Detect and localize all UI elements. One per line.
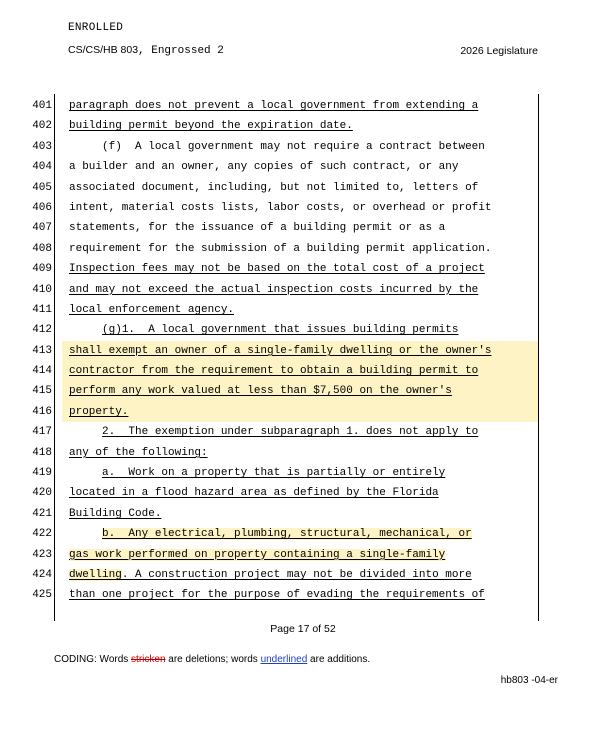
line-text — [69, 300, 234, 320]
line-text — [69, 361, 478, 381]
coding-prefix: CODING: Words — [54, 654, 132, 665]
bill-line — [0, 218, 606, 238]
line-number: 416 — [32, 405, 52, 418]
coding-underlined: underlined — [260, 654, 308, 665]
line-number: 419 — [32, 467, 52, 480]
line-segment: any of the following: — [69, 446, 208, 459]
bill-line — [0, 178, 606, 198]
bill-line — [0, 96, 606, 116]
enrolled-label: ENROLLED — [68, 22, 124, 34]
line-segment: (g)1. A local government that issues building permits — [102, 324, 459, 337]
line-text — [69, 259, 485, 279]
line-number: 408 — [32, 242, 52, 255]
bill-number: CS/CS/HB 803 — [68, 44, 139, 56]
line-text — [69, 402, 128, 422]
line-segment — [69, 528, 102, 540]
line-segment: gas work performed on property containing a single-family — [69, 548, 446, 561]
bill-line — [0, 585, 606, 605]
line-number: 414 — [32, 365, 52, 378]
line-segment: building permit beyond the expiration date. — [69, 120, 353, 133]
bill-line — [0, 504, 606, 524]
line-text — [69, 524, 472, 544]
coding-suffix: are additions. — [307, 654, 371, 665]
line-number: 418 — [32, 446, 52, 459]
document-id: hb803 -04-er — [500, 675, 558, 686]
line-number: 409 — [32, 263, 52, 276]
line-text — [69, 116, 353, 136]
bill-line — [0, 116, 606, 136]
bill-line — [0, 443, 606, 463]
line-segment: and may not exceed the actual inspection costs incurred by the — [69, 283, 479, 296]
line-text — [69, 483, 439, 503]
bill-line — [0, 341, 606, 361]
line-segment: local enforcement agency. — [69, 303, 235, 316]
line-text — [69, 198, 491, 218]
line-text — [69, 157, 458, 177]
line-number: 405 — [32, 181, 52, 194]
line-number: 406 — [32, 201, 52, 214]
line-segment: a builder and an owner, any copies of such contract, or any — [69, 161, 459, 174]
line-segment: Building Code. — [69, 507, 162, 520]
bill-line — [0, 300, 606, 320]
line-text — [69, 545, 445, 565]
line-segment: (f) A local government may not require a contract between — [69, 140, 485, 153]
coding-legend — [54, 654, 370, 665]
line-highlight — [62, 402, 538, 422]
bill-line — [0, 463, 606, 483]
bill-text-body — [0, 96, 606, 606]
line-segment: Inspection fees may not be based on the total cost of a project — [69, 263, 485, 276]
bill-line — [0, 198, 606, 218]
line-segment: property. — [69, 405, 129, 418]
line-text — [69, 463, 445, 483]
line-text — [69, 341, 491, 361]
line-text — [69, 239, 491, 259]
bill-line — [0, 239, 606, 259]
line-segment: intent, material costs lists, labor costs, or overhead or profit — [69, 201, 492, 214]
line-number: 401 — [32, 100, 52, 112]
page-number: Page 17 of 52 — [270, 623, 336, 635]
line-segment: statements, for the issuance of a building permit or as a — [69, 222, 446, 235]
line-text — [69, 422, 478, 442]
line-number: 423 — [32, 548, 52, 561]
line-text — [69, 443, 208, 463]
bill-line — [0, 402, 606, 422]
line-number: 410 — [32, 283, 52, 296]
coding-mid: are deletions; words — [165, 654, 261, 665]
bill-line — [0, 565, 606, 585]
bill-line — [0, 137, 606, 157]
line-segment: perform any work valued at less than $7,500 on the owner's — [69, 385, 452, 398]
bill-line — [0, 422, 606, 442]
line-segment: b. Any electrical, plumbing, structural, mechanical, or — [102, 528, 472, 541]
line-text — [69, 280, 478, 300]
line-text — [69, 96, 478, 116]
line-number: 425 — [32, 589, 52, 602]
bill-line — [0, 381, 606, 401]
line-number: 411 — [32, 303, 52, 316]
line-number: 412 — [32, 324, 52, 337]
line-segment: dwelling — [69, 568, 122, 581]
line-number: 403 — [32, 140, 52, 153]
line-number: 424 — [32, 568, 52, 581]
line-text — [69, 218, 445, 238]
line-segment — [69, 324, 102, 336]
bill-line — [0, 361, 606, 381]
line-number: 413 — [32, 344, 52, 357]
line-segment: paragraph does not prevent a local government from extending a — [69, 100, 479, 112]
line-text — [69, 178, 478, 198]
line-number: 404 — [32, 161, 52, 174]
line-number: 415 — [32, 385, 52, 398]
bill-line — [0, 259, 606, 279]
line-number: 402 — [32, 120, 52, 133]
line-segment: located in a flood hazard area as defined by the Florida — [69, 487, 439, 500]
line-segment: contractor from the requirement to obtain a building permit to — [69, 365, 479, 378]
coding-stricken: stricken — [131, 654, 166, 665]
line-text — [69, 320, 458, 340]
bill-line — [0, 524, 606, 544]
line-text — [69, 137, 485, 157]
line-number: 417 — [32, 426, 52, 439]
line-segment — [69, 426, 102, 438]
line-segment: associated document, including, but not limited to, letters of — [69, 181, 479, 194]
bill-line — [0, 545, 606, 565]
bill-line — [0, 157, 606, 177]
line-segment: a. Work on a property that is partially or entirely — [102, 467, 446, 480]
line-number: 407 — [32, 222, 52, 235]
line-number: 421 — [32, 507, 52, 520]
line-number: 420 — [32, 487, 52, 500]
bill-line — [0, 280, 606, 300]
bill-line — [0, 320, 606, 340]
line-segment: . — [121, 568, 136, 581]
line-text — [69, 504, 161, 524]
bill-suffix: , Engrossed 2 — [138, 45, 224, 57]
line-text — [69, 565, 472, 585]
bill-identifier — [68, 44, 224, 57]
line-segment — [69, 467, 102, 479]
line-text — [69, 381, 452, 401]
line-number: 422 — [32, 528, 52, 541]
bill-line — [0, 483, 606, 503]
line-segment: shall exempt an owner of a single-family dwelling or the owner's — [69, 344, 492, 357]
line-text — [69, 585, 485, 605]
line-segment: requirement for the submission of a building permit application. — [69, 242, 492, 255]
line-segment: than one project for the purpose of evading the requirements of — [69, 589, 485, 602]
legislature-label: 2026 Legislature — [460, 45, 538, 57]
line-segment: 2. The exemption under subparagraph 1. does not apply to — [102, 426, 479, 439]
line-segment: A construction project may not be divided into more — [135, 568, 472, 581]
